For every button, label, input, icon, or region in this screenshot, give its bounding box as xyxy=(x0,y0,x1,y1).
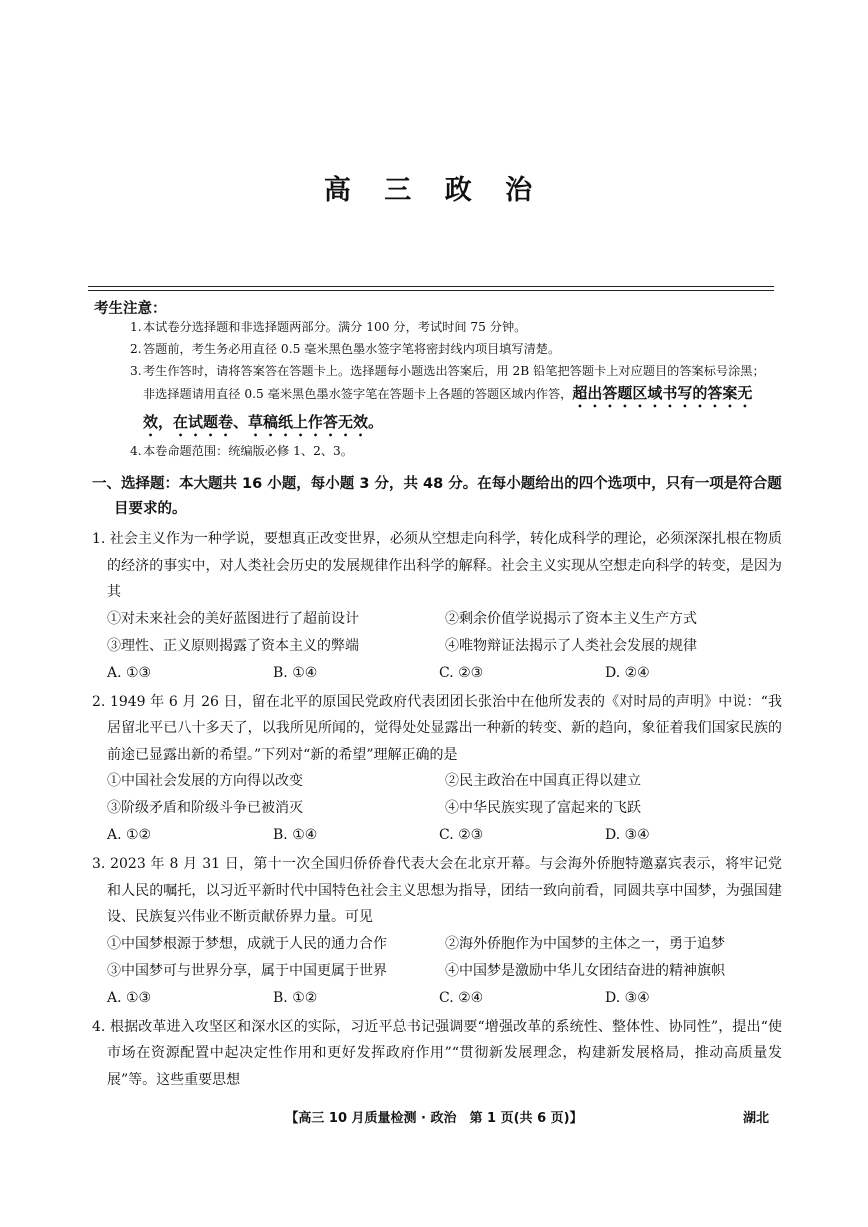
choice-a: A. ①③ xyxy=(107,664,152,681)
option-grid xyxy=(92,931,782,985)
question-stem: 3. 2023 年 8 月 31 日，第十一次全国归侨侨眷代表大会在北京开幕。与会海外侨胞特邀嘉宾表示，将牢记党和人民的嘱托，以习近平新时代中国特色社会主义思想为指导，团结一致向前看，同圆共享中国梦，为强国建设、民族复兴伟业不断贡献侨界力量。可见 xyxy=(92,856,782,925)
choice-b: B. ①④ xyxy=(273,664,318,681)
choice-d: D. ③④ xyxy=(605,989,650,1006)
question-list xyxy=(92,526,782,1095)
option-item: ③理性、正义原则揭露了资本主义的弊端 xyxy=(107,637,359,654)
footer-region: 湖北 xyxy=(743,1111,770,1126)
divider-thin xyxy=(88,290,774,291)
option-item: ②剩余价值学说揭示了资本主义生产方式 xyxy=(445,610,697,627)
notice-number: 3. xyxy=(130,364,142,378)
notice-text: 答题前，考生务必用直径 0.5 毫米黑色墨水签字笔将密封线内项目填写清楚。 xyxy=(143,342,561,356)
choice-c: C. ②③ xyxy=(439,827,484,843)
option-item: ①对未来社会的美好蓝图进行了超前设计 xyxy=(107,610,359,627)
notice-number: 1. xyxy=(130,320,142,334)
choice-b: B. ①④ xyxy=(273,827,318,843)
option-item: ③阶级矛盾和阶级斗争已被消灭 xyxy=(107,800,303,816)
notice-item xyxy=(130,338,776,360)
choice-d: D. ②④ xyxy=(605,664,650,681)
option-item: ④中国梦是激励中华儿女团结奋进的精神旗帜 xyxy=(445,962,725,979)
section-heading-text: 一、选择题：本大题共 16 小题，每小题 3 分，共 48 分。在每小题给出的四个选项中，只有一项是符合题目要求的。 xyxy=(92,476,782,517)
option-grid xyxy=(92,768,782,822)
question-3 xyxy=(92,851,782,1012)
option-item: ①中国梦根源于梦想，成就于人民的通力合作 xyxy=(107,935,387,952)
option-item: ②民主政治在中国真正得以建立 xyxy=(445,773,641,789)
option-item: ②海外侨胞作为中国梦的主体之一，勇于追梦 xyxy=(445,935,725,952)
choice-a: A. ①③ xyxy=(107,989,152,1006)
answer-choices xyxy=(92,985,782,1012)
question-stem: 1. 社会主义作为一种学说，要想真正改变世界，必须从空想走向科学，转化成科学的理论，必须深深扎根在物质的经济的事实中，对人类社会历史的发展规律作出科学的解释。社会主义实现从空想走向科学的转变，是因为其 xyxy=(92,531,782,600)
notice-heading: 考生注意： xyxy=(94,301,167,317)
choice-d: D. ③④ xyxy=(605,827,650,843)
choice-c: C. ②④ xyxy=(439,989,484,1006)
option-item: ①中国社会发展的方向得以改变 xyxy=(107,773,303,789)
notice-text: 本卷命题范围：统编版必修 1、2、3。 xyxy=(143,444,353,458)
question-stem: 4. 根据改革进入攻坚区和深水区的实际，习近平总书记强调要“增强改革的系统性、整体性、协同性”，提出“使市场在资源配置中起决定性作用和更好发挥政府作用”“贯彻新发展理念，构建新发展格局，推动高质量发展”等。这些重要思想 xyxy=(92,1018,782,1088)
notice-item xyxy=(130,316,776,338)
notice-text: 本试卷分选择题和非选择题两部分。满分 100 分，考试时间 75 分钟。 xyxy=(143,320,527,334)
option-item: ③中国梦可与世界分享，属于中国更属于世界 xyxy=(107,962,387,979)
option-item: ④唯物辩证法揭示了人类社会发展的规律 xyxy=(445,637,697,654)
choice-c: C. ②③ xyxy=(439,664,484,681)
page-footer: 【高三 10 月质量检测 · 政治 第 1 页(共 6 页)】 xyxy=(285,1111,583,1126)
choice-b: B. ①② xyxy=(273,989,318,1006)
question-2 xyxy=(92,689,782,850)
notice-number: 2. xyxy=(130,342,142,356)
answer-choices xyxy=(92,660,782,687)
section-heading xyxy=(92,472,782,522)
notice-emphasis: 超出答题区域书写的答案无效，在试题卷、草稿纸上作答无效。 xyxy=(143,384,753,431)
question-stem: 2. 1949 年 6 月 26 日，留在北平的原国民党政府代表团团长张治中在他所发表的《对时局的声明》中说：“我居留北平已八十多天了，以我所见所闻的，觉得处处显露出一种新的转变、新的趋向，象征着我们国家民族的前途已显露出新的希望。”下列对“新的希望”理解正确的是 xyxy=(92,693,782,763)
answer-choices xyxy=(92,822,782,849)
option-grid xyxy=(92,606,782,660)
divider-thick xyxy=(88,286,774,287)
question-4 xyxy=(92,1014,782,1094)
notice-text: 考生作答时，请将答案答在答题卡上。选择题每小题选出答案后，用 2B 铅笔把答题卡上对应题目的答案标号涂黑；非选择题请用直径 0.5 毫米黑色墨水签字笔在答题卡上各题的答题区域内作答， xyxy=(143,364,765,401)
notice-item xyxy=(130,360,776,440)
choice-a: A. ①② xyxy=(107,827,152,843)
notice-item xyxy=(130,440,776,462)
option-item: ④中华民族实现了富起来的飞跃 xyxy=(445,800,641,816)
question-1 xyxy=(92,526,782,687)
notice-number: 4. xyxy=(130,444,142,458)
notice-list xyxy=(130,316,776,462)
notice-text-block xyxy=(130,360,776,440)
page-title: 高 三 政 治 xyxy=(323,175,545,206)
